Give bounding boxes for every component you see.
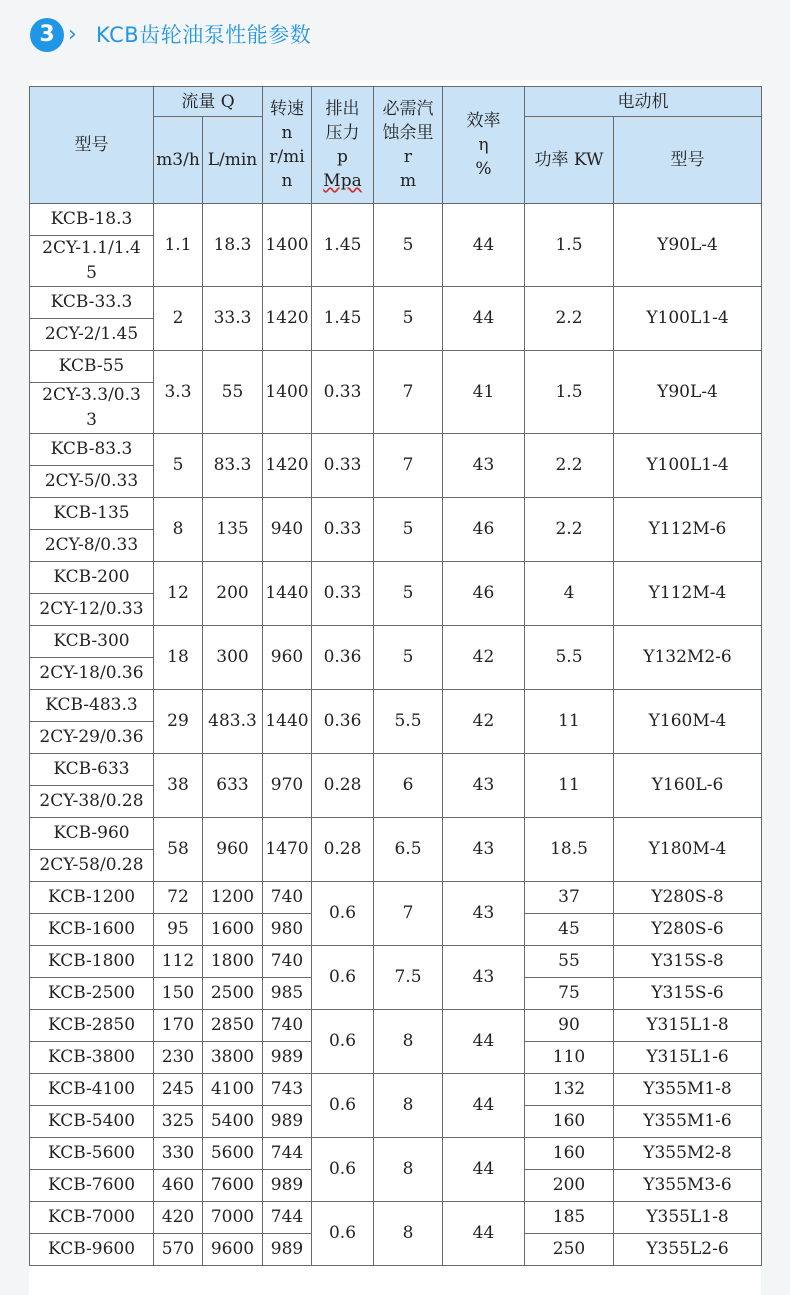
kw-cell: 185 bbox=[525, 1202, 614, 1234]
model-cell: KCB-1200 bbox=[30, 882, 154, 914]
kw-cell: 132 bbox=[525, 1074, 614, 1106]
rpm-cell: 1440 bbox=[263, 562, 312, 626]
eff-cell: 46 bbox=[443, 498, 525, 562]
model-cell: KCB-2850 bbox=[30, 1010, 154, 1042]
kw-cell: 18.5 bbox=[525, 818, 614, 882]
rpm-cell: 1400 bbox=[263, 351, 312, 434]
eff-cell: 44 bbox=[443, 1138, 525, 1202]
model-cell: KCB-5600 bbox=[30, 1138, 154, 1170]
alt-model-cell bbox=[30, 319, 154, 351]
alt-model-line: 3 bbox=[86, 410, 97, 430]
table-row bbox=[30, 1074, 762, 1106]
alt-model-cell bbox=[30, 383, 154, 434]
rpm-cell: 989 bbox=[263, 1170, 312, 1202]
npsh-cell: 8 bbox=[374, 1074, 443, 1138]
rpm-cell: 1400 bbox=[263, 204, 312, 287]
alt-model-line: 2CY-18/0.36 bbox=[39, 663, 144, 683]
lmin-cell: 7600 bbox=[203, 1170, 263, 1202]
header-motor-model: 型号 bbox=[614, 117, 762, 204]
npsh-cell: 6 bbox=[374, 754, 443, 818]
kw-cell: 4 bbox=[525, 562, 614, 626]
mpa-cell: 0.6 bbox=[312, 1202, 374, 1266]
motor-cell: Y355M1-6 bbox=[614, 1106, 762, 1138]
eff-cell: 43 bbox=[443, 434, 525, 498]
kw-cell: 37 bbox=[525, 882, 614, 914]
lmin-cell: 483.3 bbox=[203, 690, 263, 754]
mpa-cell: 1.45 bbox=[312, 204, 374, 287]
motor-cell: Y90L-4 bbox=[614, 351, 762, 434]
rpm-cell: 970 bbox=[263, 754, 312, 818]
mpa-cell: 0.6 bbox=[312, 1074, 374, 1138]
rpm-cell: 744 bbox=[263, 1138, 312, 1170]
rpm-cell: 743 bbox=[263, 1074, 312, 1106]
alt-model-cell bbox=[30, 236, 154, 287]
table-row bbox=[30, 351, 762, 383]
table-row bbox=[30, 818, 762, 850]
npsh-cell: 7 bbox=[374, 882, 443, 946]
motor-cell: Y112M-4 bbox=[614, 562, 762, 626]
eff-cell: 41 bbox=[443, 351, 525, 434]
lmin-cell: 1200 bbox=[203, 882, 263, 914]
motor-cell: Y315L1-6 bbox=[614, 1042, 762, 1074]
npsh-cell: 8 bbox=[374, 1202, 443, 1266]
rpm-cell: 989 bbox=[263, 1234, 312, 1266]
motor-cell: Y315S-6 bbox=[614, 978, 762, 1010]
model-cell: KCB-55 bbox=[30, 351, 154, 383]
m3h-cell: 72 bbox=[154, 882, 203, 914]
table-row bbox=[30, 562, 762, 594]
table-row bbox=[30, 1010, 762, 1042]
eff-cell: 46 bbox=[443, 562, 525, 626]
rpm-cell: 740 bbox=[263, 946, 312, 978]
header-motor-power: 功率 KW bbox=[525, 117, 614, 204]
model-cell: KCB-7000 bbox=[30, 1202, 154, 1234]
model-cell: KCB-1600 bbox=[30, 914, 154, 946]
lmin-cell: 33.3 bbox=[203, 287, 263, 351]
lmin-cell: 135 bbox=[203, 498, 263, 562]
rpm-cell: 980 bbox=[263, 914, 312, 946]
kw-cell: 1.5 bbox=[525, 204, 614, 287]
m3h-cell: 230 bbox=[154, 1042, 203, 1074]
table-row bbox=[30, 204, 762, 236]
npsh-cell: 5.5 bbox=[374, 690, 443, 754]
npsh-cell: 7 bbox=[374, 434, 443, 498]
m3h-cell: 3.3 bbox=[154, 351, 203, 434]
table-row bbox=[30, 498, 762, 530]
kw-cell: 110 bbox=[525, 1042, 614, 1074]
mpa-cell: 0.6 bbox=[312, 1138, 374, 1202]
alt-model-line: 2CY-38/0.28 bbox=[39, 791, 144, 811]
motor-cell: Y160M-4 bbox=[614, 690, 762, 754]
table-row bbox=[30, 1202, 762, 1234]
kw-cell: 75 bbox=[525, 978, 614, 1010]
alt-model-cell bbox=[30, 850, 154, 882]
motor-cell: Y355M1-8 bbox=[614, 1074, 762, 1106]
npsh-cell: 6.5 bbox=[374, 818, 443, 882]
rpm-cell: 1440 bbox=[263, 690, 312, 754]
alt-model-line: 2CY-12/0.33 bbox=[39, 599, 144, 619]
alt-model-line: 2CY-5/0.33 bbox=[44, 471, 139, 491]
alt-model-cell bbox=[30, 530, 154, 562]
motor-cell: Y280S-6 bbox=[614, 914, 762, 946]
table-row bbox=[30, 882, 762, 914]
motor-cell: Y160L-6 bbox=[614, 754, 762, 818]
mpa-cell: 0.28 bbox=[312, 754, 374, 818]
kw-cell: 200 bbox=[525, 1170, 614, 1202]
motor-cell: Y100L1-4 bbox=[614, 287, 762, 351]
header-model: 型号 bbox=[30, 87, 154, 204]
m3h-cell: 245 bbox=[154, 1074, 203, 1106]
m3h-cell: 1.1 bbox=[154, 204, 203, 287]
header-flow-lmin: L/min bbox=[203, 117, 263, 204]
model-cell: KCB-83.3 bbox=[30, 434, 154, 466]
alt-model-cell bbox=[30, 786, 154, 818]
lmin-cell: 5400 bbox=[203, 1106, 263, 1138]
alt-model-cell bbox=[30, 722, 154, 754]
lmin-cell: 960 bbox=[203, 818, 263, 882]
rpm-cell: 989 bbox=[263, 1106, 312, 1138]
m3h-cell: 38 bbox=[154, 754, 203, 818]
rpm-cell: 985 bbox=[263, 978, 312, 1010]
m3h-cell: 170 bbox=[154, 1010, 203, 1042]
chevron-right-icon: › bbox=[68, 22, 77, 47]
pump-spec-table bbox=[29, 86, 762, 1266]
m3h-cell: 12 bbox=[154, 562, 203, 626]
rpm-cell: 1420 bbox=[263, 434, 312, 498]
m3h-cell: 330 bbox=[154, 1138, 203, 1170]
eff-cell: 44 bbox=[443, 287, 525, 351]
kw-cell: 5.5 bbox=[525, 626, 614, 690]
alt-model-line: 2CY-3.3/0.3 bbox=[42, 385, 141, 405]
motor-cell: Y112M-6 bbox=[614, 498, 762, 562]
eff-cell: 42 bbox=[443, 626, 525, 690]
m3h-cell: 95 bbox=[154, 914, 203, 946]
kw-cell: 2.2 bbox=[525, 287, 614, 351]
rpm-cell: 1470 bbox=[263, 818, 312, 882]
kw-cell: 11 bbox=[525, 754, 614, 818]
alt-model-cell bbox=[30, 658, 154, 690]
m3h-cell: 112 bbox=[154, 946, 203, 978]
npsh-cell: 5 bbox=[374, 562, 443, 626]
eff-cell: 43 bbox=[443, 754, 525, 818]
npsh-cell: 5 bbox=[374, 626, 443, 690]
model-cell: KCB-633 bbox=[30, 754, 154, 786]
kw-cell: 11 bbox=[525, 690, 614, 754]
model-cell: KCB-200 bbox=[30, 562, 154, 594]
header-flow-m3h: m3/h bbox=[154, 117, 203, 204]
kw-cell: 45 bbox=[525, 914, 614, 946]
table-row bbox=[30, 626, 762, 658]
motor-cell: Y100L1-4 bbox=[614, 434, 762, 498]
alt-model-cell bbox=[30, 466, 154, 498]
model-cell: KCB-300 bbox=[30, 626, 154, 658]
table-row bbox=[30, 754, 762, 786]
motor-cell: Y90L-4 bbox=[614, 204, 762, 287]
model-cell: KCB-18.3 bbox=[30, 204, 154, 236]
m3h-cell: 5 bbox=[154, 434, 203, 498]
lmin-cell: 7000 bbox=[203, 1202, 263, 1234]
kw-cell: 250 bbox=[525, 1234, 614, 1266]
npsh-cell: 7 bbox=[374, 351, 443, 434]
lmin-cell: 83.3 bbox=[203, 434, 263, 498]
mpa-cell: 0.6 bbox=[312, 1010, 374, 1074]
header-efficiency: 效率 η % bbox=[443, 87, 525, 204]
alt-model-line: 2CY-2/1.45 bbox=[44, 324, 139, 344]
npsh-cell: 5 bbox=[374, 204, 443, 287]
rpm-cell: 1420 bbox=[263, 287, 312, 351]
eff-cell: 43 bbox=[443, 882, 525, 946]
lmin-cell: 200 bbox=[203, 562, 263, 626]
m3h-cell: 420 bbox=[154, 1202, 203, 1234]
motor-cell: Y180M-4 bbox=[614, 818, 762, 882]
motor-cell: Y132M2-6 bbox=[614, 626, 762, 690]
lmin-cell: 3800 bbox=[203, 1042, 263, 1074]
section-title: KCB齿轮油泵性能参数 bbox=[96, 23, 312, 47]
npsh-cell: 5 bbox=[374, 287, 443, 351]
m3h-cell: 460 bbox=[154, 1170, 203, 1202]
lmin-cell: 1800 bbox=[203, 946, 263, 978]
model-cell: KCB-3800 bbox=[30, 1042, 154, 1074]
table-row bbox=[30, 287, 762, 319]
alt-model-cell bbox=[30, 594, 154, 626]
rpm-cell: 740 bbox=[263, 1010, 312, 1042]
table-row bbox=[30, 690, 762, 722]
npsh-cell: 8 bbox=[374, 1010, 443, 1074]
model-cell: KCB-960 bbox=[30, 818, 154, 850]
kw-cell: 1.5 bbox=[525, 351, 614, 434]
table-row bbox=[30, 1138, 762, 1170]
lmin-cell: 55 bbox=[203, 351, 263, 434]
header-motor: 电动机 bbox=[525, 87, 762, 117]
motor-cell: Y355M2-8 bbox=[614, 1138, 762, 1170]
mpa-cell: 1.45 bbox=[312, 287, 374, 351]
mpa-cell: 0.33 bbox=[312, 562, 374, 626]
mpa-cell: 0.6 bbox=[312, 946, 374, 1010]
m3h-cell: 325 bbox=[154, 1106, 203, 1138]
m3h-cell: 29 bbox=[154, 690, 203, 754]
motor-cell: Y315S-8 bbox=[614, 946, 762, 978]
mpa-cell: 0.36 bbox=[312, 626, 374, 690]
m3h-cell: 150 bbox=[154, 978, 203, 1010]
model-cell: KCB-7600 bbox=[30, 1170, 154, 1202]
model-cell: KCB-9600 bbox=[30, 1234, 154, 1266]
motor-cell: Y355M3-6 bbox=[614, 1170, 762, 1202]
eff-cell: 44 bbox=[443, 1074, 525, 1138]
alt-model-line: 2CY-58/0.28 bbox=[39, 855, 144, 875]
eff-cell: 44 bbox=[443, 1010, 525, 1074]
eff-cell: 43 bbox=[443, 818, 525, 882]
npsh-cell: 8 bbox=[374, 1138, 443, 1202]
kw-cell: 2.2 bbox=[525, 434, 614, 498]
eff-cell: 44 bbox=[443, 1202, 525, 1266]
table-row bbox=[30, 946, 762, 978]
eff-cell: 44 bbox=[443, 204, 525, 287]
model-cell: KCB-4100 bbox=[30, 1074, 154, 1106]
rpm-cell: 989 bbox=[263, 1042, 312, 1074]
lmin-cell: 4100 bbox=[203, 1074, 263, 1106]
npsh-cell: 7.5 bbox=[374, 946, 443, 1010]
model-cell: KCB-483.3 bbox=[30, 690, 154, 722]
rpm-cell: 740 bbox=[263, 882, 312, 914]
lmin-cell: 9600 bbox=[203, 1234, 263, 1266]
model-cell: KCB-1800 bbox=[30, 946, 154, 978]
motor-cell: Y355L1-8 bbox=[614, 1202, 762, 1234]
header-npsh: 必需汽 蚀余里 r m bbox=[374, 87, 443, 204]
m3h-cell: 8 bbox=[154, 498, 203, 562]
kw-cell: 2.2 bbox=[525, 498, 614, 562]
eff-cell: 43 bbox=[443, 946, 525, 1010]
lmin-cell: 2850 bbox=[203, 1010, 263, 1042]
m3h-cell: 58 bbox=[154, 818, 203, 882]
model-cell: KCB-135 bbox=[30, 498, 154, 530]
section-number-badge: 3 bbox=[30, 18, 64, 52]
alt-model-line: 5 bbox=[86, 263, 97, 283]
m3h-cell: 2 bbox=[154, 287, 203, 351]
header-flow: 流量 Q bbox=[154, 87, 263, 117]
header-pressure: 排出 压力 p Mpa bbox=[312, 87, 374, 204]
mpa-cell: 0.6 bbox=[312, 882, 374, 946]
alt-model-line: 2CY-29/0.36 bbox=[39, 727, 144, 747]
lmin-cell: 1600 bbox=[203, 914, 263, 946]
right-margin bbox=[761, 80, 790, 1295]
motor-cell: Y315L1-8 bbox=[614, 1010, 762, 1042]
m3h-cell: 18 bbox=[154, 626, 203, 690]
mpa-cell: 0.33 bbox=[312, 434, 374, 498]
lmin-cell: 633 bbox=[203, 754, 263, 818]
alt-model-line: 2CY-8/0.33 bbox=[44, 535, 139, 555]
section-header bbox=[0, 0, 790, 80]
motor-cell: Y280S-8 bbox=[614, 882, 762, 914]
model-cell: KCB-5400 bbox=[30, 1106, 154, 1138]
lmin-cell: 5600 bbox=[203, 1138, 263, 1170]
mpa-cell: 0.36 bbox=[312, 690, 374, 754]
left-margin bbox=[0, 80, 29, 1295]
table-row bbox=[30, 434, 762, 466]
lmin-cell: 2500 bbox=[203, 978, 263, 1010]
rpm-cell: 744 bbox=[263, 1202, 312, 1234]
kw-cell: 55 bbox=[525, 946, 614, 978]
m3h-cell: 570 bbox=[154, 1234, 203, 1266]
motor-cell: Y355L2-6 bbox=[614, 1234, 762, 1266]
mpa-cell: 0.33 bbox=[312, 498, 374, 562]
eff-cell: 42 bbox=[443, 690, 525, 754]
npsh-cell: 5 bbox=[374, 498, 443, 562]
rpm-cell: 960 bbox=[263, 626, 312, 690]
rpm-cell: 940 bbox=[263, 498, 312, 562]
kw-cell: 90 bbox=[525, 1010, 614, 1042]
model-cell: KCB-2500 bbox=[30, 978, 154, 1010]
mpa-cell: 0.33 bbox=[312, 351, 374, 434]
kw-cell: 160 bbox=[525, 1138, 614, 1170]
model-cell: KCB-33.3 bbox=[30, 287, 154, 319]
header-speed: 转速 n r/mi n bbox=[263, 87, 312, 204]
kw-cell: 160 bbox=[525, 1106, 614, 1138]
lmin-cell: 18.3 bbox=[203, 204, 263, 287]
lmin-cell: 300 bbox=[203, 626, 263, 690]
mpa-cell: 0.28 bbox=[312, 818, 374, 882]
alt-model-line: 2CY-1.1/1.4 bbox=[42, 238, 141, 258]
